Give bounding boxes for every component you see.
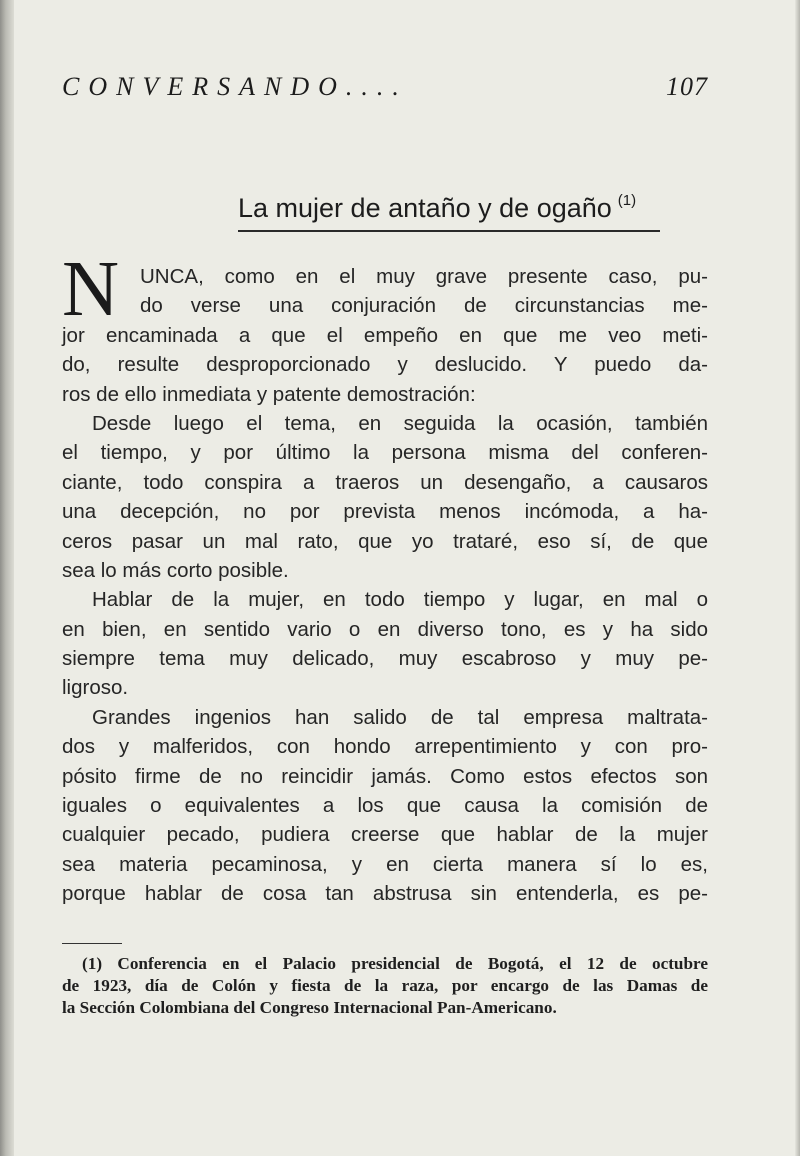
body-line: Grandes ingenios han salido de tal empresa maltrata- — [92, 705, 708, 729]
body-text — [62, 262, 708, 909]
page-number: 107 — [666, 72, 708, 101]
body-line: una decepción, no por prevista menos incómoda, a ha- — [62, 500, 708, 524]
running-title: CONVERSANDO.... — [62, 72, 408, 101]
body-line: ligroso. — [62, 676, 129, 700]
footnote-line: (1) Conferencia en el Palacio presidencial de Bogotá, el 12 de octubre — [82, 954, 708, 973]
body-line: el tiempo, y por último la persona misma del conferen- — [62, 441, 708, 465]
footnote — [62, 953, 708, 1019]
title-footnote-marker: (1) — [617, 192, 637, 209]
body-line: ceros pasar un mal rato, que yo trataré, eso sí, de que — [62, 529, 708, 553]
footnote-line: de 1923, día de Colón y fiesta de la raza, por encargo de las Damas de — [62, 976, 708, 995]
body-line: Desde luego el tema, en seguida la ocasión, también — [92, 411, 708, 435]
body-line: pósito firme de no reincidir jamás. Como estos efectos son — [62, 764, 708, 788]
section-title — [238, 193, 708, 224]
title-underline — [238, 230, 660, 232]
body-line: Hablar de la mujer, en todo tiempo y lugar, en mal o — [92, 588, 708, 612]
body-line: ros de ello inmediata y patente demostración: — [62, 382, 476, 406]
page-edge — [795, 0, 800, 1156]
body-line: en bien, en sentido vario o en diverso tono, es y ha sido — [62, 617, 708, 641]
body-line: ciante, todo conspira a traeros un desengaño, a causaros — [62, 470, 708, 494]
body-line: sea lo más corto posible. — [62, 558, 289, 582]
body-line: cualquier pecado, pudiera creerse que hablar de la mujer — [62, 823, 708, 847]
footnote-rule — [62, 943, 122, 944]
body-line: dos y malferidos, con hondo arrepentimiento y con pro- — [62, 735, 708, 759]
footnote-line: la Sección Colombiana del Congreso Internacional Pan-Americano. — [62, 998, 557, 1017]
body-line: do verse una conjuración de circunstancias me- — [140, 294, 708, 318]
body-line: sea materia pecaminosa, y en cierta manera sí lo es, — [62, 852, 708, 876]
body-line: do, resulte desproporcionado y deslucido. Y puedo da- — [62, 353, 708, 377]
page-binding — [0, 0, 14, 1156]
body-line: iguales o equivalentes a los que causa la comisión de — [62, 794, 708, 818]
body-line: UNCA, como en el muy grave presente caso, pu- — [140, 265, 708, 288]
section-title-text: La mujer de antaño y de ogaño — [238, 193, 612, 223]
drop-cap: N — [62, 246, 120, 333]
body-line: porque hablar de cosa tan abstrusa sin entenderla, es pe- — [62, 882, 708, 906]
running-head — [62, 72, 708, 112]
body-line: jor encaminada a que el empeño en que me veo meti- — [62, 323, 708, 347]
body-line: siempre tema muy delicado, muy escabroso y muy pe- — [62, 647, 708, 671]
